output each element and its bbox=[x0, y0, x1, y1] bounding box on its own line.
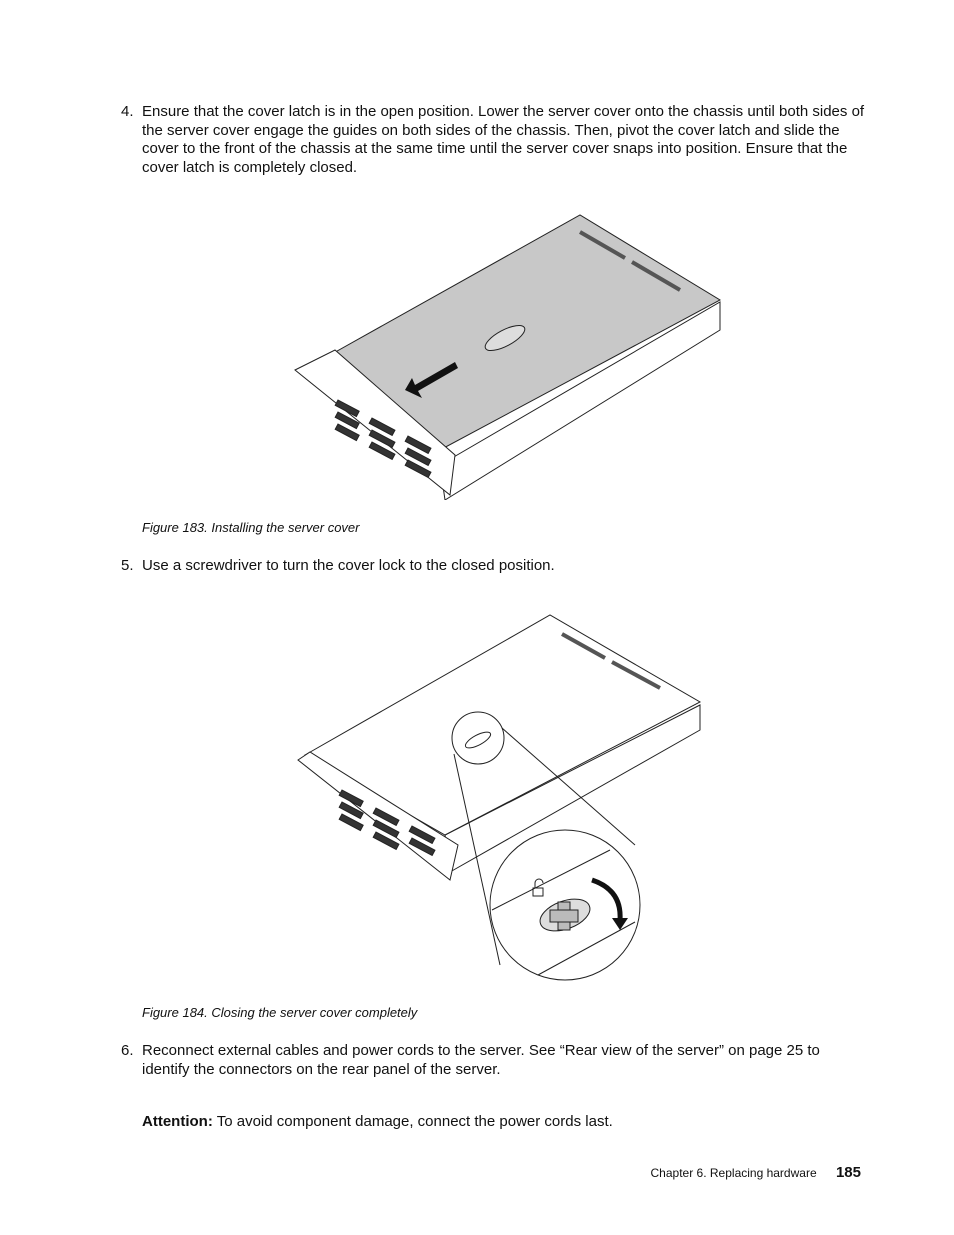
page-footer bbox=[651, 1164, 861, 1181]
page-number: 185 bbox=[835, 1164, 861, 1181]
figure-184-illustration bbox=[280, 610, 710, 988]
step-text: Reconnect external cables and power cords to the server. See “Rear view of the server” on page 25 to identify the connectors on the rear panel of the server. bbox=[142, 1042, 820, 1078]
attention-label: Attention: bbox=[142, 1113, 213, 1130]
attention-text: To avoid component damage, connect the power cords last. bbox=[216, 1113, 613, 1130]
step-number: 6. bbox=[121, 1042, 134, 1059]
attention-note bbox=[142, 1113, 613, 1130]
step-number: 5. bbox=[121, 557, 134, 574]
step-4 bbox=[121, 103, 866, 177]
step-number: 4. bbox=[121, 103, 134, 120]
figure-183-caption: Figure 183. Installing the server cover bbox=[142, 520, 360, 535]
step-5 bbox=[121, 557, 866, 576]
step-text: Use a screwdriver to turn the cover lock to the closed position. bbox=[142, 557, 555, 574]
footer-chapter: Chapter 6. Replacing hardware bbox=[650, 1166, 817, 1180]
figure-183-illustration bbox=[280, 210, 725, 500]
step-6 bbox=[121, 1042, 866, 1079]
figure-184-caption: Figure 184. Closing the server cover completely bbox=[142, 1005, 418, 1020]
step-text: Ensure that the cover latch is in the open position. Lower the server cover onto the chassis until both sides of the server cover engage the guides on both sides of the chassis. Then, pivot the cover latch and slide the cover to the front of the chassis at the same time until the server cover snaps into position. Ensure that the cover latch is completely closed. bbox=[142, 103, 865, 176]
